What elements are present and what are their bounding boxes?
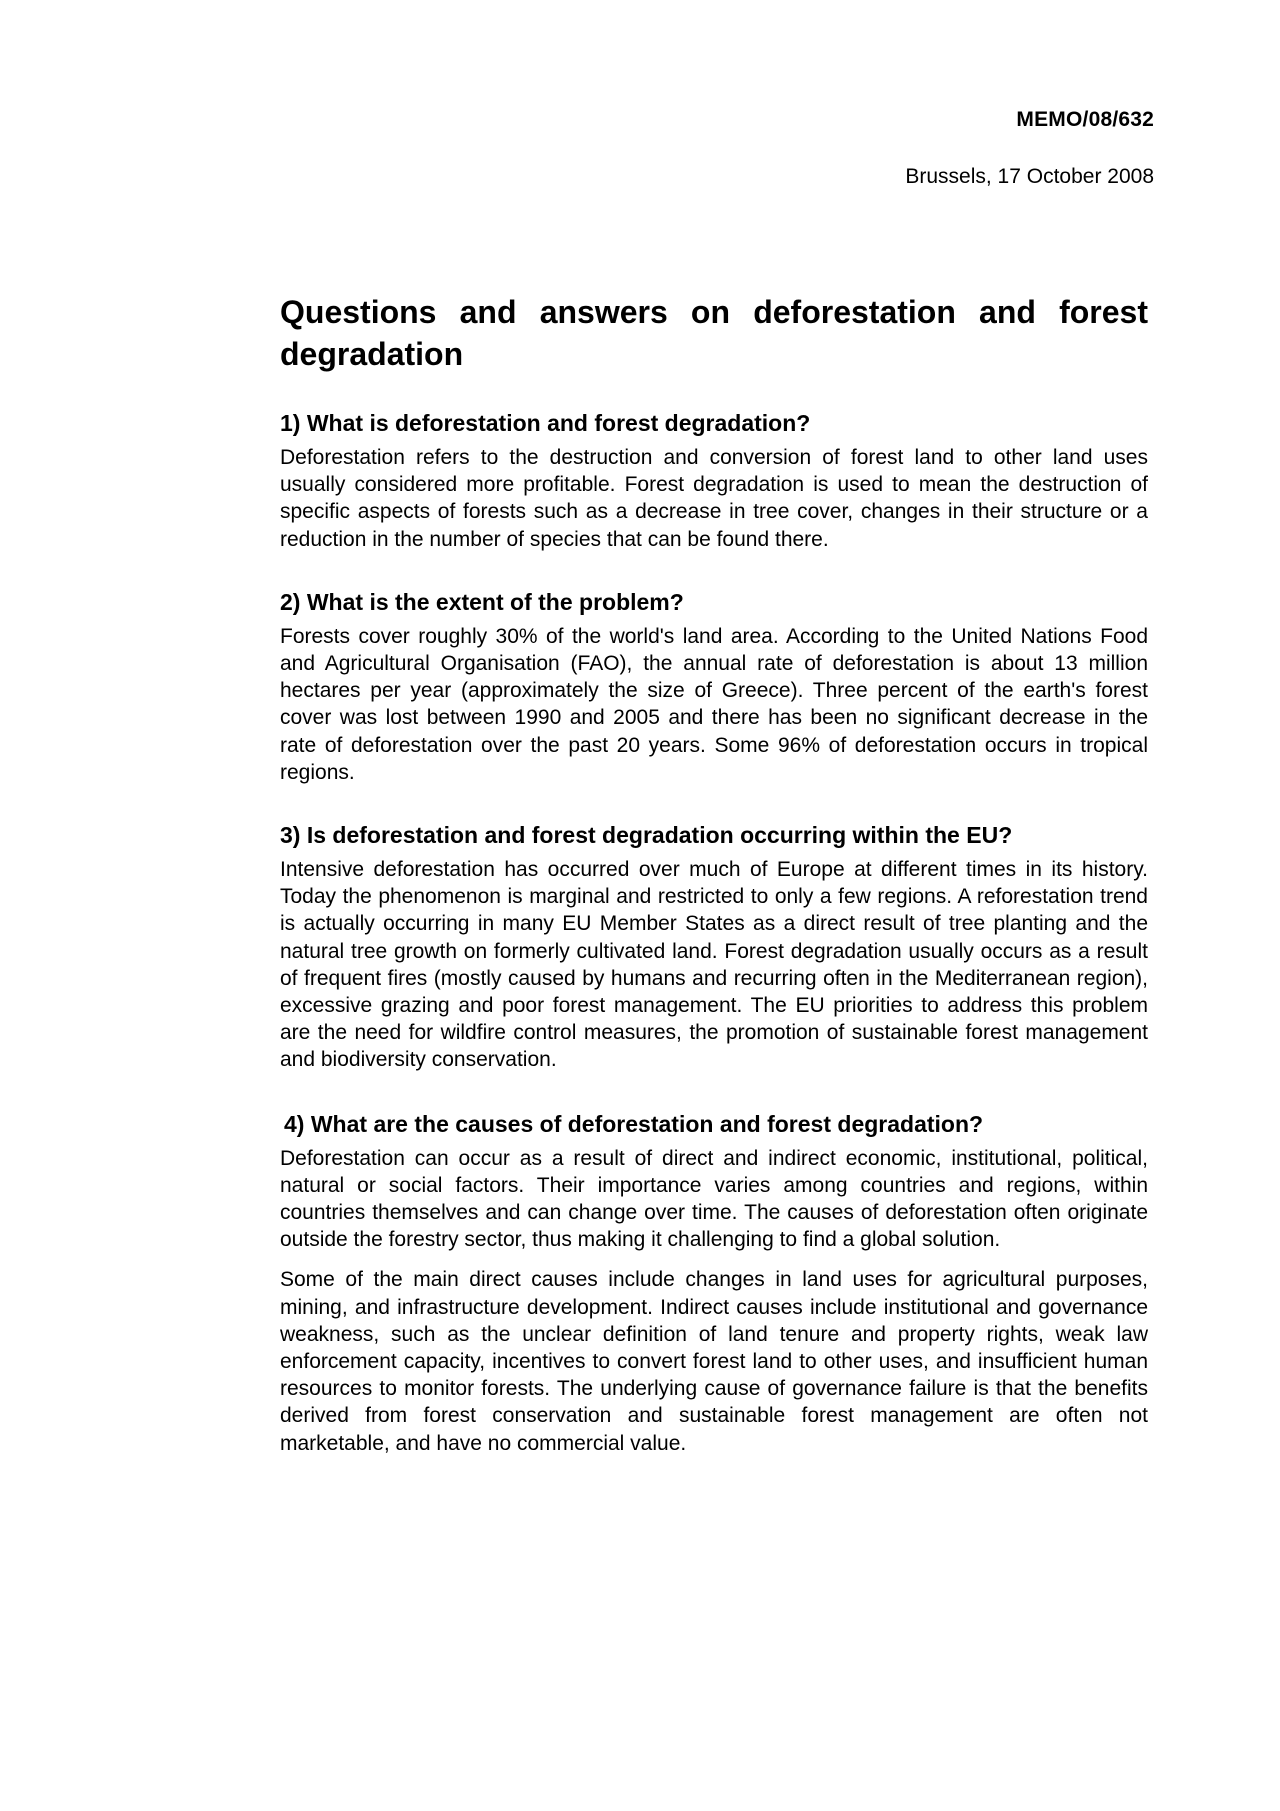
section-paragraph: Deforestation refers to the destruction and conversion of forest land to other land uses usually considered more profitable. Forest degradation is used to mean the destruction of specific aspects of forests such as a decrease in tree cover, changes in their structure or a reduction in the number of species that can be found there. [280, 446, 1148, 551]
section-4 [280, 1109, 1148, 1457]
section-paragraph: Some of the main direct causes include changes in land uses for agricultural purposes, mining, and infrastructure development. Indirect causes include institutional and governance weakness, such as the unclear definition of land tenure and property rights, weak law enforcement capacity, incentives to convert forest land to other uses, and insufficient human resources to monitor forests. The underlying cause of governance failure is that the benefits derived from forest conservation and sustainable forest management are often not marketable, and have no commercial value. [280, 1268, 1148, 1455]
section-paragraph: Forests cover roughly 30% of the world's land area. According to the United Nations Food and Agricultural Organisation (FAO), the annual rate of deforestation is about 13 million hectares per year (approximately the size of Greece). Three percent of the earth's forest cover was lost between 1990 and 2005 and there has been no significant decrease in the rate of deforestation over the past 20 years. Some 96% of deforestation occurs in tropical regions. [280, 624, 1148, 784]
memo-reference: MEMO/08/632 [1016, 108, 1154, 131]
section-heading: 3) Is deforestation and forest degradation occurring within the EU? [280, 822, 1013, 849]
section-2 [280, 587, 1148, 786]
memo-date-line: Brussels, 17 October 2008 [905, 165, 1154, 188]
section-paragraph: Deforestation can occur as a result of direct and indirect economic, institutional, political, natural or social factors. Their importance varies among countries and regions, within countries themselves and can change over time. The causes of deforestation often originate outside the forestry sector, thus making it challenging to find a global solution. [280, 1146, 1148, 1252]
section-heading: 4) What are the causes of deforestation and forest degradation? [284, 1110, 984, 1137]
section-3 [280, 820, 1148, 1074]
section-1 [280, 408, 1148, 553]
section-heading: 1) What is deforestation and forest degradation? [280, 410, 811, 436]
document-title: Questions and answers on deforestation and forest degradation [280, 294, 1148, 372]
section-heading: 2) What is the extent of the problem? [280, 588, 684, 615]
section-paragraph: Intensive deforestation has occurred over much of Europe at different times in its history. Today the phenomenon is marginal and restricted to only a few regions. A reforestation trend is actually occurring in many EU Member States as a direct result of tree planting and the natural tree growth on formerly cultivated land. Forest degradation usually occurs as a result of frequent fires (mostly caused by humans and recurring often in the Mediterranean region), excessive grazing and poor forest management. The EU priorities to address this problem are the need for wildfire control measures, the promotion of sustainable forest management and biodiversity conservation. [280, 858, 1148, 1072]
document-body [280, 291, 1148, 1457]
